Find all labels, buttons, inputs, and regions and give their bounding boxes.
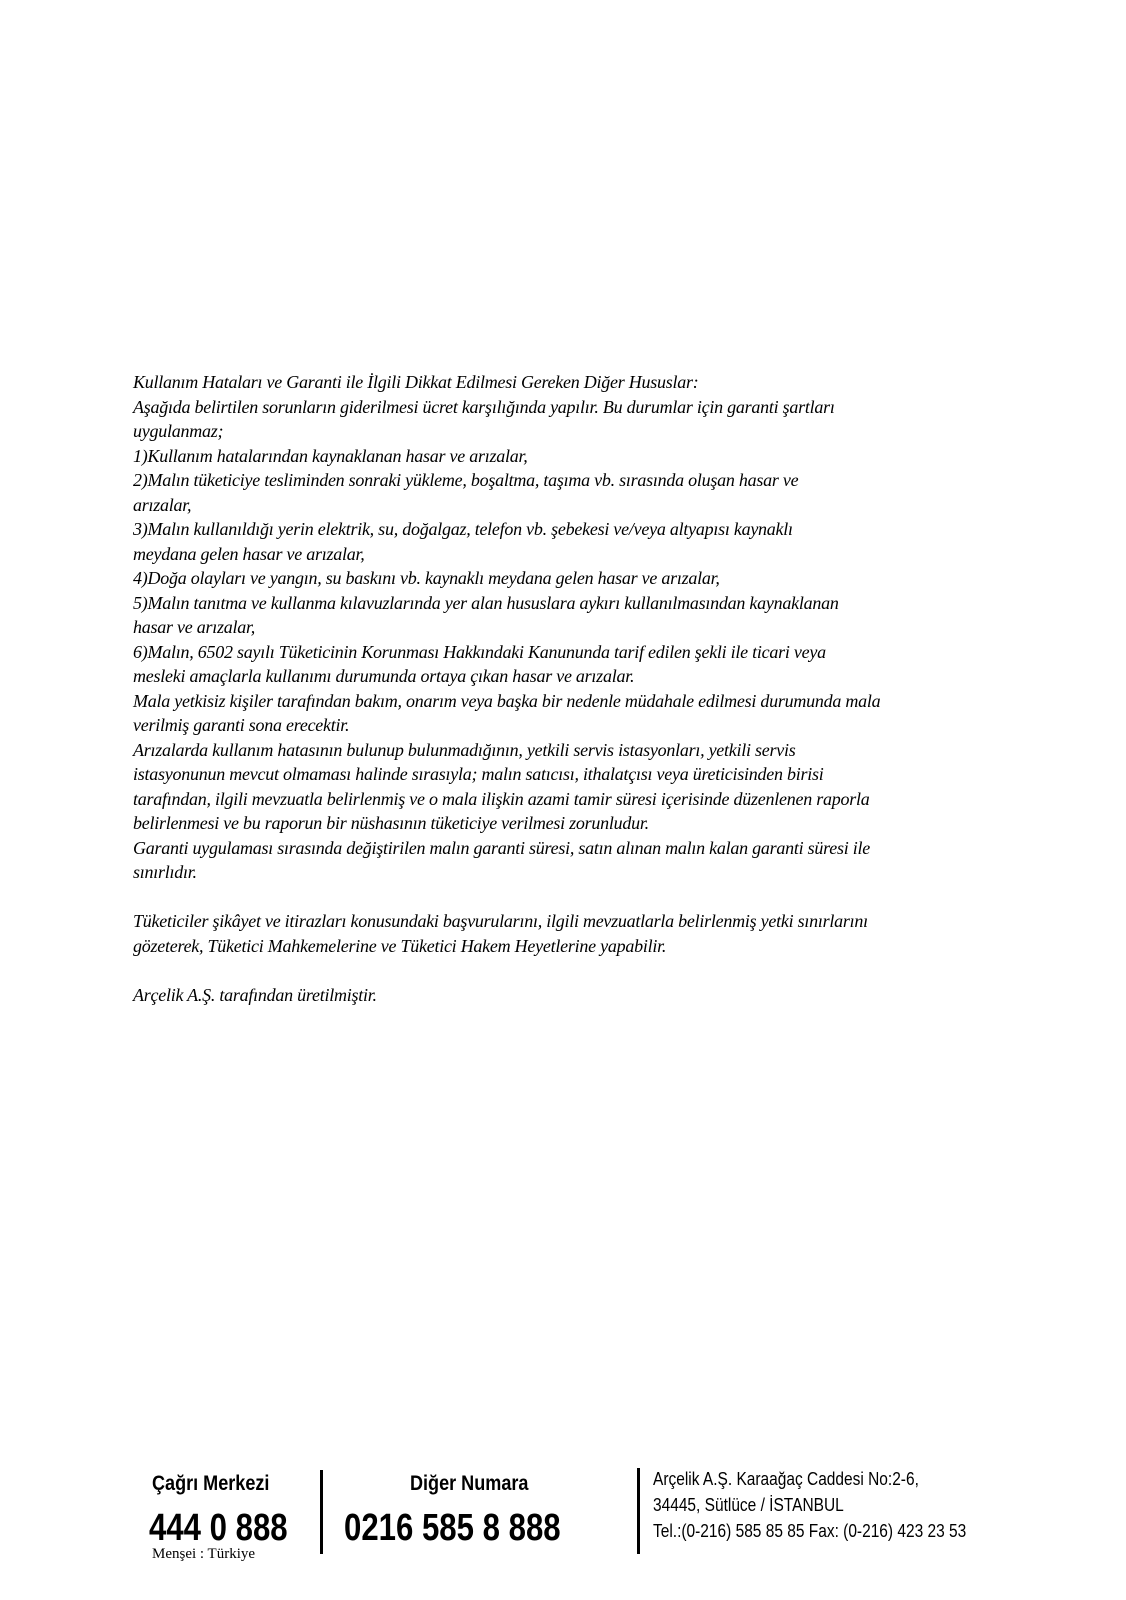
complaints-line-1: Tüketiciler şikâyet ve itirazları konusundaki başvurularını, ilgili mevzuatlarla belirlenmiş yetki sınırlarını: [133, 911, 868, 931]
notice-title: Kullanım Hataları ve Garanti ile İlgili Dikkat Edilmesi Gereken Diğer Hususlar:: [133, 372, 699, 392]
country-of-origin: Menşei : Türkiye: [152, 1546, 256, 1562]
warranty-void-line-1: Mala yetkisiz kişiler tarafından bakım, onarım veya başka bir nedenle müdahale edilmesi durumunda mala: [133, 690, 881, 711]
fault-determination-line-1: Arızalarda kullanım hatasının bulunup bulunmadığının, yetkili servis istasyonları, yetkili servis: [133, 739, 796, 760]
paragraph-gap: [133, 958, 993, 983]
list-item-1: 1)Kullanım hatalarından kaynaklanan hasar ve arızalar,: [133, 445, 528, 466]
notice-intro-line-2: uygulanmaz;: [133, 421, 224, 441]
divider: [320, 1470, 323, 1554]
contact-phone-fax: Tel.:(0-216) 585 85 85 Fax: (0-216) 423 23 53: [653, 1521, 967, 1541]
call-center-label: Çağrı Merkezi: [152, 1472, 270, 1495]
list-item-3-continued: meydana gelen hasar ve arızalar,: [133, 543, 365, 564]
complaints-line-2: gözeterek, Tüketici Mahkemelerine ve Tüketici Hakem Heyetlerine yapabilir.: [133, 935, 667, 956]
paragraph-gap: [133, 885, 993, 910]
fault-determination-line-2: istasyonunun mevcut olmaması halinde sırasıyla; malın satıcısı, ithalatçısı veya üreticisinden birisi: [133, 764, 824, 784]
fault-determination-line-4: belirlenmesi ve bu raporun bir nüshasının tüketiciye verilmesi zorunludur.: [133, 813, 649, 833]
warranty-period-line-1: Garanti uygulaması sırasında değiştirilen malın garanti süresi, satın alınan malın kalan garanti süresi ile: [133, 837, 870, 858]
warranty-notice: [133, 370, 993, 1007]
notice-intro-line-1: Aşağıda belirtilen sorunların giderilmesi ücret karşılığında yapılır. Bu durumlar için garanti şartları: [133, 396, 835, 417]
warranty-void-line-2: verilmiş garanti sona erecektir.: [133, 715, 350, 735]
other-number: 0216 585 8 888: [344, 1507, 561, 1549]
fault-determination-line-3: tarafından, ilgili mevzuatla belirlenmiş ve o mala ilişkin azami tamir süresi içerisinde düzenlenen raporla: [133, 788, 870, 809]
manufacturer-note: Arçelik A.Ş. tarafından üretilmiştir.: [133, 984, 377, 1005]
address-line-1: Arçelik A.Ş. Karaağaç Caddesi No:2-6,: [653, 1469, 919, 1489]
other-number-label: Diğer Numara: [410, 1472, 529, 1495]
list-item-2-continued: arızalar,: [133, 494, 192, 515]
list-item-5-continued: hasar ve arızalar,: [133, 617, 256, 637]
divider: [637, 1468, 640, 1554]
list-item-3: 3)Malın kullanıldığı yerin elektrik, su, doğalgaz, telefon vb. şebekesi ve/veya altyapısı kaynaklı: [133, 519, 793, 539]
call-center-number: 444 0 888: [149, 1507, 288, 1549]
list-item-6: 6)Malın, 6502 sayılı Tüketicinin Korunması Hakkındaki Kanununda tarif edilen şekli ile ticari veya: [133, 641, 826, 662]
list-item-4: 4)Doğa olayları ve yangın, su baskını vb. kaynaklı meydana gelen hasar ve arızalar,: [133, 568, 720, 588]
address-line-2: 34445, Sütlüce / İSTANBUL: [653, 1495, 844, 1515]
contact-footer: [0, 1450, 1126, 1600]
list-item-5: 5)Malın tanıtma ve kullanma kılavuzlarında yer alan hususlara aykırı kullanılmasından kaynaklanan: [133, 592, 839, 613]
list-item-6-continued: mesleki amaçlarla kullanımı durumunda ortaya çıkan hasar ve arızalar.: [133, 666, 635, 686]
warranty-period-line-2: sınırlıdır.: [133, 862, 197, 882]
list-item-2: 2)Malın tüketiciye tesliminden sonraki yükleme, boşaltma, taşıma vb. sırasında oluşan hasar ve: [133, 470, 799, 490]
